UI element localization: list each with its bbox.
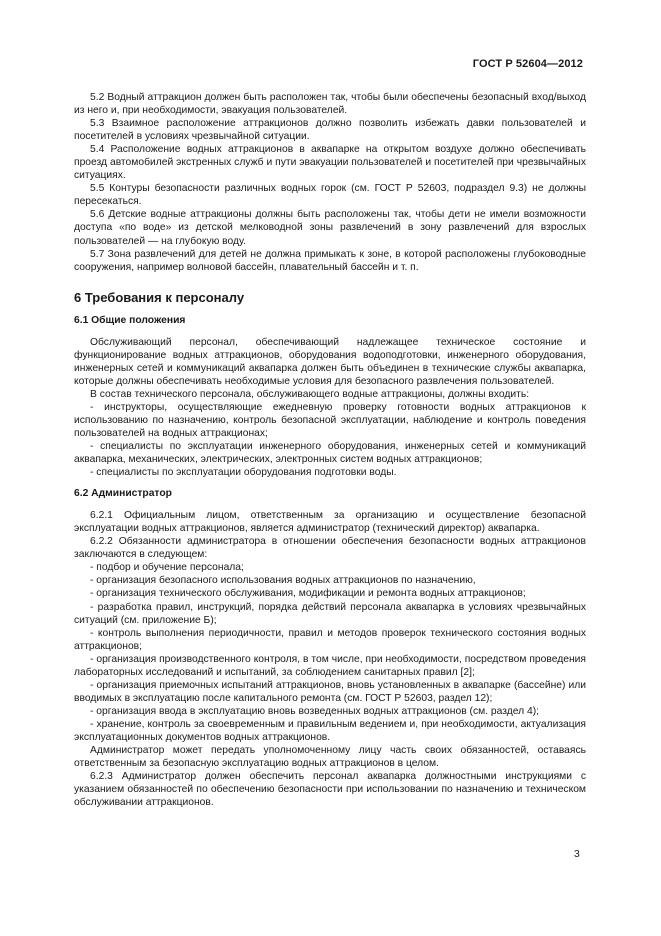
paragraph: Обслуживающий персонал, обеспечивающий надлежащее техническое состояние и функционирование водных аттракционов, оборудования водоподготовки, инженерного оборудования, инженерных сетей и коммуникаций аквапарка должен быть объединен в технические службы аквапарка, которые должны обеспечивать необходимые условия для безопасного развлечения пользователей. <box>74 336 586 387</box>
clause-5-7: 5.7 Зона развлечений для детей не должна примыкать к зоне, в которой расположены глубоководные сооружения, например волновой бассейн, плавательный бассейн и т. п. <box>74 248 586 273</box>
list-item: - организация ввода в эксплуатацию вновь возведенных водных аттракционов (см. раздел 4); <box>90 705 540 717</box>
subsection-6-1-title: 6.1 Общие положения <box>74 314 186 326</box>
clause-5-4: 5.4 Расположение водных аттракционов в аквапарке на открытом воздухе должно обеспечивать проезд автомобилей экстренных служб и пути эвакуации пользователей и посетителей при чрезвычайных ситуациях. <box>74 144 586 182</box>
page-number: 3 <box>574 849 580 860</box>
list-item: - подбор и обучение персонала; <box>90 562 244 574</box>
paragraph: Администратор может передать уполномоченному лицу часть своих обязанностей, оставаясь ответственным за безопасную эксплуатацию водных аттракционов в целом. <box>74 745 586 770</box>
paragraph: В состав технического персонала, обслуживающего водные аттракционы, должны входить: <box>90 388 530 400</box>
section-6-title: 6 Требования к персоналу <box>74 289 245 305</box>
clause-5-2: 5.2 Водный аттракцион должен быть расположен так, чтобы были обеспечены безопасный вход/выход из него и, при необходимости, эвакуация пользователей. <box>74 92 586 117</box>
clause-5-6: 5.6 Детские водные аттракционы должны быть расположены так, чтобы дети не имели возможности доступа «по воде» из детской мелководной зоны развлечений в зону развлечений для взрослых пользователей — на глубокую воду. <box>74 209 586 247</box>
clause-5-3: 5.3 Взаимное расположение аттракционов должно позволить избежать давки пользователей и посетителей в условиях чрезвычайной ситуации. <box>74 118 586 143</box>
list-item: - инструкторы, осуществляющие ежедневную проверку готовности водных аттракционов к использованию по назначению, контроль безопасной эксплуатации, наблюдение и контроль поведения пользователей на водных аттракционах; <box>74 401 586 439</box>
list-item: - хранение, контроль за своевременным и правильным ведением и, при необходимости, актуализация эксплуатационных документов водных аттракционов. <box>74 718 586 743</box>
list-item: - организация безопасного использования водных аттракционов по назначению, <box>90 575 476 587</box>
clause-6-2-2: 6.2.2 Обязанности администратора в отношении обеспечения безопасности водных аттракционов заключаются в следующем: <box>74 536 586 561</box>
list-item: - организация технического обслуживания, модификации и ремонта водных аттракционов; <box>90 588 526 600</box>
subsection-6-2-title: 6.2 Администратор <box>74 488 172 500</box>
list-item: - организация приемочных испытаний аттракционов, вновь установленных в аквапарке (бассейне) или вводимых в эксплуатацию после капитального ремонта (см. ГОСТ Р 52603, раздел 12); <box>74 679 586 704</box>
list-item: - разработка правил, инструкций, порядка действий персонала аквапарка в условиях чрезвычайных ситуаций (см. приложение Б); <box>74 601 586 626</box>
clause-5-5: 5.5 Контуры безопасности различных водных горок (см. ГОСТ Р 52603, подраздел 9.3) не должны пересекаться. <box>74 183 586 208</box>
document-code: ГОСТ Р 52604—2012 <box>472 58 583 70</box>
list-item: - специалисты по эксплуатации оборудования подготовки воды. <box>90 467 397 479</box>
list-item: - специалисты по эксплуатации инженерного оборудования, инженерных сетей и коммуникаций аквапарка, механических, электрических, электронных систем водных аттракционов; <box>74 441 586 466</box>
clause-6-2-3: 6.2.3 Администратор должен обеспечить персонал аквапарка должностными инструкциями с указанием обязанностей по обеспечению безопасности при использовании по назначению и техническом обслуживании аттракционов. <box>74 771 586 809</box>
clause-6-2-1: 6.2.1 Официальным лицом, ответственным за организацию и осуществление безопасной эксплуатации водных аттракционов, является администратор (технический директор) аквапарка. <box>74 510 586 535</box>
list-item: - организация производственного контроля, в том числе, при необходимости, посредством проведения лабораторных исследований и испытаний, за соблюдением санитарных правил [2]; <box>74 653 586 678</box>
page-content <box>74 91 586 809</box>
list-item: - контроль выполнения периодичности, правил и методов проверок технического состояния водных аттракционов; <box>74 627 586 652</box>
